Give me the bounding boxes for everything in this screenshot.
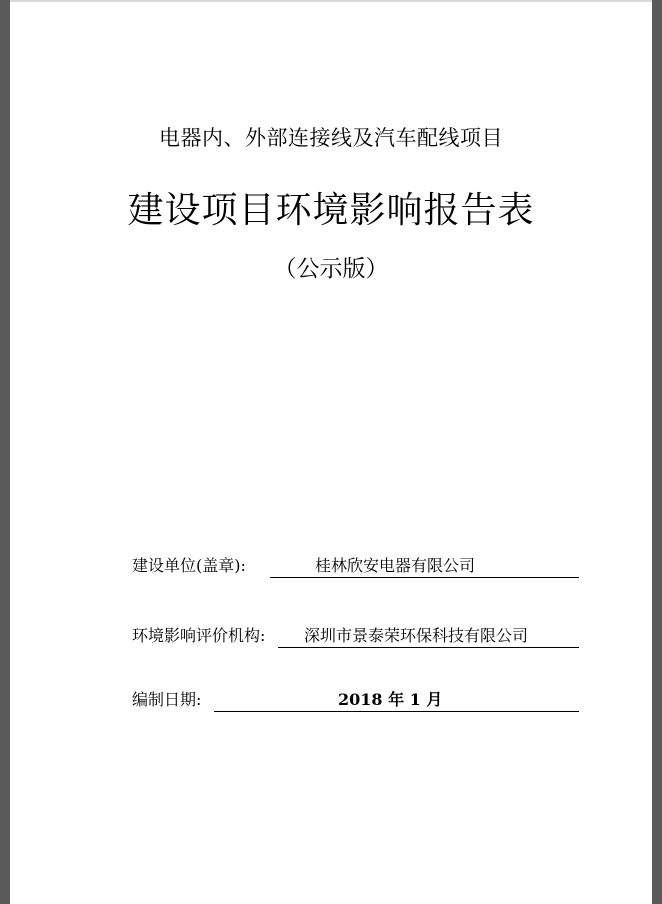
evaluator-underline bbox=[278, 647, 579, 648]
edition-subtitle: （公示版） bbox=[273, 256, 389, 282]
report-title-heading: 建设项目环境影响报告表 bbox=[127, 190, 535, 231]
evaluator-label: 环境影响评价机构: bbox=[132, 626, 266, 645]
builder-field bbox=[132, 555, 579, 579]
date-label: 编制日期: bbox=[132, 690, 202, 709]
evaluator-field bbox=[132, 625, 579, 649]
viewer-left-gutter bbox=[0, 0, 10, 904]
builder-value: 桂林欣安电器有限公司 bbox=[315, 556, 476, 575]
page-top-edge bbox=[10, 0, 652, 2]
date-value: 2018 年 1 月 bbox=[338, 690, 443, 709]
builder-underline bbox=[270, 577, 579, 578]
builder-label: 建设单位(盖章): bbox=[132, 556, 246, 575]
viewer-right-gutter bbox=[652, 0, 662, 904]
project-name-heading: 电器内、外部连接线及汽车配线项目 bbox=[159, 126, 503, 150]
date-field bbox=[132, 689, 579, 713]
evaluator-value: 深圳市景泰荣环保科技有限公司 bbox=[304, 626, 529, 645]
date-underline bbox=[214, 711, 579, 712]
document-page[interactable] bbox=[10, 0, 652, 904]
